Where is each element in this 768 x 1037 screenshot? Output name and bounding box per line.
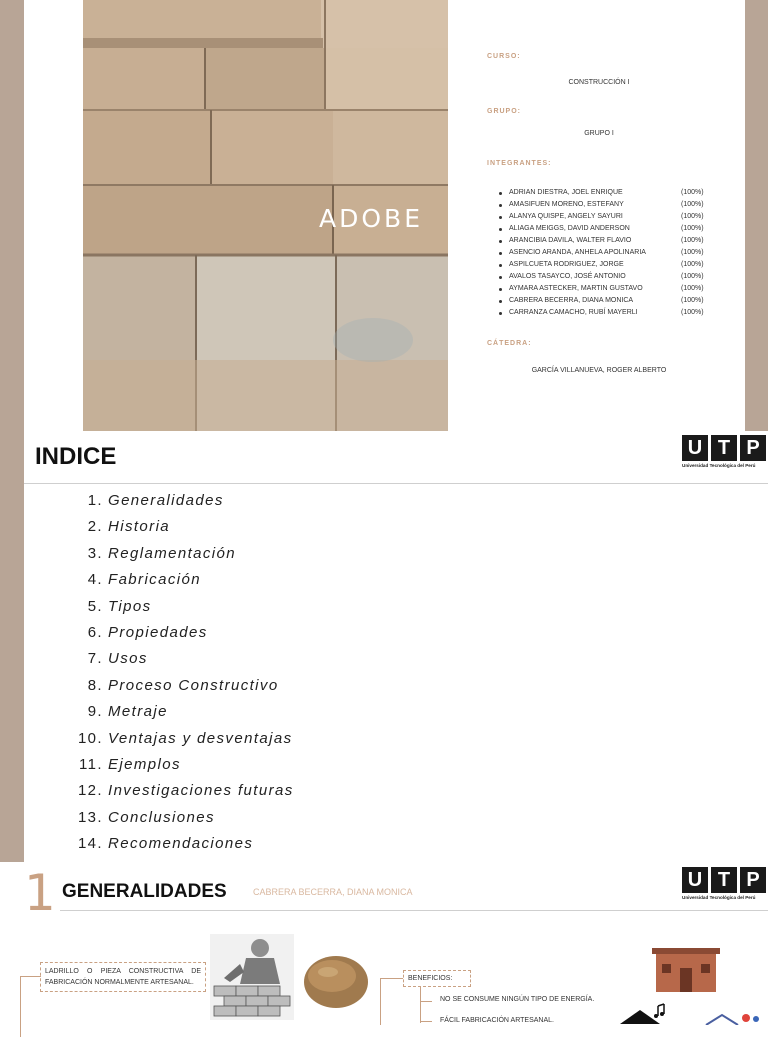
member-name: ARANCIBIA DAVILA, WALTER FLAVIO bbox=[509, 237, 632, 244]
member-name: CARRANZA CAMACHO, RUBÍ MAYERLI bbox=[509, 309, 638, 316]
music-house-icon bbox=[618, 1002, 682, 1024]
group-label: GRUPO: bbox=[487, 108, 521, 115]
index-item bbox=[70, 541, 294, 567]
member-name: AVALOS TASAYCO, JOSÉ ANTONIO bbox=[509, 273, 626, 280]
member-participation: (100%) bbox=[681, 225, 704, 232]
index-item-number: 7. bbox=[87, 650, 103, 668]
member-participation: (100%) bbox=[681, 201, 704, 208]
chair-value: GARCÍA VILLANUEVA, ROGER ALBERTO bbox=[531, 367, 667, 374]
benefits-label: BENEFICIOS: bbox=[403, 970, 471, 987]
index-item-number: 11. bbox=[79, 755, 103, 773]
bullet-icon bbox=[499, 216, 502, 219]
index-item-number: 3. bbox=[87, 544, 103, 562]
index-item bbox=[70, 752, 294, 778]
member-name: AMASIFUEN MORENO, ESTEFANY bbox=[509, 201, 624, 208]
cover-page bbox=[0, 0, 768, 431]
index-item-number: 6. bbox=[87, 623, 103, 641]
index-item-label: Usos bbox=[108, 650, 148, 668]
index-item-label: Recomendaciones bbox=[108, 835, 254, 853]
index-item bbox=[70, 805, 294, 831]
logo-letter: T bbox=[711, 867, 737, 893]
index-item bbox=[70, 831, 294, 857]
index-item-label: Tipos bbox=[108, 597, 152, 615]
benefit-dash bbox=[420, 1001, 432, 1002]
index-item-label: Generalidades bbox=[108, 492, 224, 509]
logo-subtitle: Universidad Tecnológica del Perú bbox=[682, 895, 756, 900]
bullet-icon bbox=[499, 240, 502, 243]
index-item-number: 13. bbox=[77, 808, 103, 826]
index-item-number: 5. bbox=[87, 597, 103, 615]
member-name: ASPILCUETA RODRIGUEZ, JORGE bbox=[509, 261, 624, 268]
member-participation: (100%) bbox=[681, 285, 704, 292]
index-item-number: 14. bbox=[77, 835, 103, 853]
benefits-bracket bbox=[380, 978, 403, 1025]
index-item bbox=[70, 514, 294, 540]
index-item-label: Investigaciones futuras bbox=[108, 782, 294, 800]
logo-letter: U bbox=[682, 435, 708, 461]
index-item-label: Ventajas y desventajas bbox=[108, 729, 293, 747]
member-item bbox=[499, 211, 719, 223]
member-item bbox=[499, 247, 719, 259]
adobe-bricks-photo bbox=[83, 0, 448, 431]
definition-box: LADRILLO O PIEZA CONSTRUCTIVA DE FABRICACIÓN NORMALMENTE ARTESANAL. bbox=[40, 962, 206, 992]
utp-logo bbox=[682, 867, 766, 907]
logo-letter: U bbox=[682, 867, 708, 893]
index-page bbox=[0, 431, 768, 862]
index-item bbox=[70, 726, 294, 752]
member-item bbox=[499, 271, 719, 283]
index-item bbox=[70, 488, 294, 514]
member-participation: (100%) bbox=[681, 189, 704, 196]
member-name: ALANYA QUISPE, ANGELY SAYURI bbox=[509, 213, 623, 220]
index-item-number: 12. bbox=[77, 782, 103, 800]
index-item bbox=[70, 699, 294, 725]
member-name: ASENCIO ARANDA, ANHELA APOLINARIA bbox=[509, 249, 646, 256]
bullet-icon bbox=[499, 192, 502, 195]
index-item bbox=[70, 620, 294, 646]
index-side-band bbox=[0, 431, 24, 862]
generalidades-page bbox=[0, 862, 768, 1024]
index-item-label: Reglamentación bbox=[108, 544, 236, 562]
member-participation: (100%) bbox=[681, 237, 704, 244]
index-item bbox=[70, 594, 294, 620]
bullet-icon bbox=[499, 312, 502, 315]
member-name: CABRERA BECERRA, DIANA MONICA bbox=[509, 297, 634, 304]
member-name: ADRIAN DIESTRA, JOEL ENRIQUE bbox=[509, 189, 623, 196]
adobe-brick-image bbox=[300, 948, 370, 1012]
bullet-icon bbox=[499, 288, 502, 291]
index-item-label: Proceso Constructivo bbox=[108, 676, 279, 694]
member-item bbox=[499, 223, 719, 235]
member-participation: (100%) bbox=[681, 297, 704, 304]
bullet-icon bbox=[499, 264, 502, 267]
benefit-item: NO SE CONSUME NINGÚN TIPO DE ENERGÍA. bbox=[440, 996, 595, 1003]
section-author: CABRERA BECERRA, DIANA MONICA bbox=[253, 887, 413, 897]
index-item-number: 10. bbox=[77, 729, 103, 747]
group-value: GRUPO I bbox=[584, 130, 614, 137]
benefits-connector bbox=[420, 987, 421, 1023]
index-item-label: Metraje bbox=[108, 703, 168, 721]
member-item bbox=[499, 283, 719, 295]
adobe-house-illustration bbox=[650, 942, 722, 996]
member-participation: (100%) bbox=[681, 309, 704, 316]
index-item bbox=[70, 646, 294, 672]
index-divider bbox=[24, 483, 768, 484]
index-item-number: 9. bbox=[87, 703, 103, 721]
course-label: CURSO: bbox=[487, 53, 521, 60]
index-item-label: Propiedades bbox=[108, 623, 208, 641]
cover-title: ADOBE bbox=[319, 204, 423, 233]
index-item bbox=[70, 778, 294, 804]
solar-house-icon bbox=[704, 1012, 764, 1024]
index-item-number: 1. bbox=[87, 492, 103, 509]
member-participation: (100%) bbox=[681, 261, 704, 268]
member-item bbox=[499, 307, 719, 319]
member-name: AYMARA ASTECKER, MARTIN GUSTAVO bbox=[509, 285, 643, 292]
logo-letter: T bbox=[711, 435, 737, 461]
index-item-number: 4. bbox=[87, 571, 103, 589]
index-item-number: 8. bbox=[87, 676, 103, 694]
member-item bbox=[499, 187, 719, 199]
member-item bbox=[499, 259, 719, 271]
bullet-icon bbox=[499, 252, 502, 255]
benefit-item: FÁCIL FABRICACIÓN ARTESANAL. bbox=[440, 1017, 554, 1024]
index-item-number: 2. bbox=[87, 518, 103, 536]
member-item bbox=[499, 235, 719, 247]
member-item bbox=[499, 295, 719, 307]
members-list bbox=[499, 187, 719, 319]
bullet-icon bbox=[499, 204, 502, 207]
index-title: INDICE bbox=[35, 443, 117, 470]
member-item bbox=[499, 199, 719, 211]
index-item-label: Fabricación bbox=[108, 571, 201, 589]
member-participation: (100%) bbox=[681, 249, 704, 256]
bullet-icon bbox=[499, 276, 502, 279]
index-list bbox=[70, 488, 294, 857]
benefit-dash bbox=[420, 1021, 432, 1022]
index-item bbox=[70, 673, 294, 699]
bullet-icon bbox=[499, 228, 502, 231]
definition-bracket bbox=[20, 976, 41, 1037]
index-item-label: Historia bbox=[108, 518, 171, 536]
section-number: 1 bbox=[24, 864, 56, 922]
logo-letter: P bbox=[740, 435, 766, 461]
index-item-label: Ejemplos bbox=[108, 755, 181, 773]
logo-subtitle: Universidad Tecnológica del Perú bbox=[682, 463, 756, 468]
member-name: ALIAGA MEIGGS, DAVID ANDERSON bbox=[509, 225, 630, 232]
section-divider bbox=[60, 910, 768, 911]
mason-illustration bbox=[210, 934, 294, 1020]
member-participation: (100%) bbox=[681, 273, 704, 280]
course-value: CONSTRUCCIÓN I bbox=[568, 79, 630, 86]
members-label: INTEGRANTES: bbox=[487, 160, 552, 167]
index-item-label: Conclusiones bbox=[108, 808, 215, 826]
index-item bbox=[70, 567, 294, 593]
logo-letter: P bbox=[740, 867, 766, 893]
bullet-icon bbox=[499, 300, 502, 303]
member-participation: (100%) bbox=[681, 213, 704, 220]
utp-logo bbox=[682, 435, 766, 475]
chair-label: CÁTEDRA: bbox=[487, 340, 532, 347]
section-title: GENERALIDADES bbox=[62, 881, 227, 902]
